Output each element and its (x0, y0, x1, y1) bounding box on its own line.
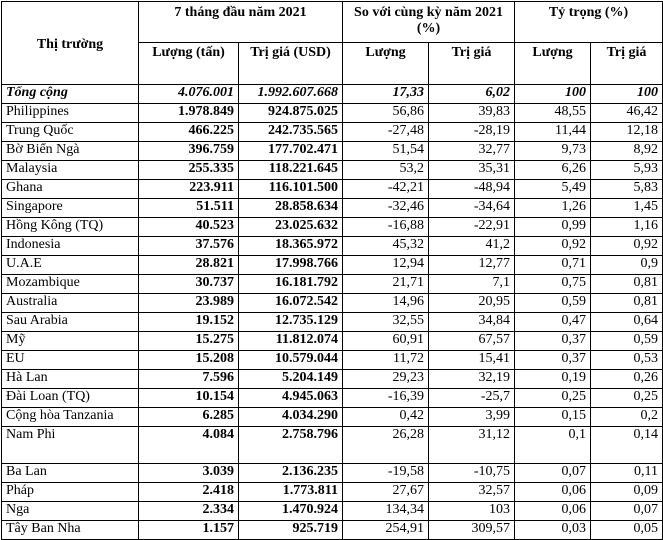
table-row (2, 427, 663, 464)
table-row (2, 351, 663, 370)
volume-change-cell: 0,42 (343, 408, 429, 427)
table-body (2, 85, 663, 540)
value-cell: 925.719 (239, 521, 343, 540)
value-usd-header: Trị giá (USD) (239, 43, 343, 85)
volume-cell: 396.759 (139, 142, 239, 161)
volume-cell: 2.334 (139, 502, 239, 521)
total-row (2, 85, 663, 104)
volume-change-cell: -16,88 (343, 218, 429, 237)
volume-share-cell: 0,15 (515, 408, 591, 427)
market-cell: EU (2, 351, 139, 370)
market-cell: Tây Ban Nha (2, 521, 139, 540)
volume-change-cell: 134,34 (343, 502, 429, 521)
volume-change-cell: 60,91 (343, 332, 429, 351)
volume-cell: 23.989 (139, 294, 239, 313)
volume-share-cell: 0,06 (515, 502, 591, 521)
value-change-cell: -22,91 (429, 218, 515, 237)
value-share-cell: 5,93 (591, 161, 663, 180)
table-row (2, 408, 663, 427)
market-cell: Indonesia (2, 237, 139, 256)
table-row (2, 502, 663, 521)
value-share-cell: 46,42 (591, 104, 663, 123)
volume-change-cell: 21,71 (343, 275, 429, 294)
value-change-cell: 3,99 (429, 408, 515, 427)
volume-cell: 1.157 (139, 521, 239, 540)
volume-share-cell: 0,59 (515, 294, 591, 313)
volume-share-cell: 0,06 (515, 483, 591, 502)
market-cell: Sau Arabia (2, 313, 139, 332)
value-cell: 1.773.811 (239, 483, 343, 502)
market-cell: Cộng hòa Tanzania (2, 408, 139, 427)
volume-share-cell: 0,47 (515, 313, 591, 332)
market-cell: Pháp (2, 483, 139, 502)
volume-change-cell: 45,32 (343, 237, 429, 256)
value-share-cell: 0,2 (591, 408, 663, 427)
table-row (2, 521, 663, 540)
value-change-cell: -10,75 (429, 464, 515, 483)
value-change-cell: 20,95 (429, 294, 515, 313)
value-cell: 1.470.924 (239, 502, 343, 521)
table-row (2, 199, 663, 218)
volume-change-cell: 56,86 (343, 104, 429, 123)
value-cell: 118.221.645 (239, 161, 343, 180)
market-cell: U.A.E (2, 256, 139, 275)
value-cell: 242.735.565 (239, 123, 343, 142)
period-header: 7 tháng đầu năm 2021 (139, 2, 343, 43)
table-row (2, 370, 663, 389)
volume-change-cell: -16,39 (343, 389, 429, 408)
market-cell: Ba Lan (2, 464, 139, 483)
value-cell: 12.735.129 (239, 313, 343, 332)
value-change-cell: 67,57 (429, 332, 515, 351)
value-cell: 1.992.607.668 (239, 85, 343, 104)
volume-cell: 7.596 (139, 370, 239, 389)
value-change-header: Trị giá (429, 43, 515, 85)
value-cell: 23.025.632 (239, 218, 343, 237)
table-row (2, 332, 663, 351)
header-row-top (2, 2, 663, 43)
value-cell: 4.945.063 (239, 389, 343, 408)
table-row (2, 161, 663, 180)
volume-cell: 51.511 (139, 199, 239, 218)
market-cell: Philippines (2, 104, 139, 123)
volume-share-cell: 1,26 (515, 199, 591, 218)
volume-share-cell: 100 (515, 85, 591, 104)
volume-change-cell: 26,28 (343, 427, 429, 464)
volume-cell: 3.039 (139, 464, 239, 483)
market-cell: Hồng Kông (TQ) (2, 218, 139, 237)
volume-cell: 255.335 (139, 161, 239, 180)
value-change-cell: 103 (429, 502, 515, 521)
value-change-cell: -25,7 (429, 389, 515, 408)
volume-change-cell: 12,94 (343, 256, 429, 275)
table-row (2, 389, 663, 408)
volume-change-cell: 29,23 (343, 370, 429, 389)
volume-change-cell: 32,55 (343, 313, 429, 332)
volume-change-cell: 11,72 (343, 351, 429, 370)
value-cell: 116.101.500 (239, 180, 343, 199)
volume-change-cell: 14,96 (343, 294, 429, 313)
value-cell: 4.034.290 (239, 408, 343, 427)
value-share-cell: 0,92 (591, 237, 663, 256)
value-cell: 5.204.149 (239, 370, 343, 389)
table-row (2, 180, 663, 199)
value-change-cell: 39,83 (429, 104, 515, 123)
value-share-cell: 0,09 (591, 483, 663, 502)
volume-cell: 28.821 (139, 256, 239, 275)
value-change-cell: 35,31 (429, 161, 515, 180)
table-row (2, 104, 663, 123)
volume-cell: 40.523 (139, 218, 239, 237)
value-share-cell: 5,83 (591, 180, 663, 199)
value-change-cell: 309,57 (429, 521, 515, 540)
value-share-cell: 0,59 (591, 332, 663, 351)
table-row (2, 464, 663, 483)
table-row (2, 483, 663, 502)
volume-cell: 4.084 (139, 427, 239, 464)
market-cell: Bờ Biển Ngà (2, 142, 139, 161)
volume-cell: 37.576 (139, 237, 239, 256)
table-row (2, 123, 663, 142)
value-change-cell: -34,64 (429, 199, 515, 218)
value-change-cell: 12,77 (429, 256, 515, 275)
volume-share-cell: 0,92 (515, 237, 591, 256)
value-cell: 16.072.542 (239, 294, 343, 313)
export-market-table (1, 1, 663, 540)
value-share-cell: 1,45 (591, 199, 663, 218)
value-share-cell: 0,25 (591, 389, 663, 408)
value-share-header: Trị giá (591, 43, 663, 85)
volume-share-cell: 9,73 (515, 142, 591, 161)
volume-share-cell: 0,71 (515, 256, 591, 275)
volume-share-cell: 0,37 (515, 351, 591, 370)
value-share-cell: 0,9 (591, 256, 663, 275)
value-share-cell: 0,05 (591, 521, 663, 540)
table-row (2, 294, 663, 313)
value-share-cell: 0,81 (591, 275, 663, 294)
value-change-cell: 6,02 (429, 85, 515, 104)
value-share-cell: 0,07 (591, 502, 663, 521)
table-row (2, 218, 663, 237)
value-cell: 28.858.634 (239, 199, 343, 218)
volume-cell: 466.225 (139, 123, 239, 142)
value-cell: 10.579.044 (239, 351, 343, 370)
share-header: Tỷ trọng (%) (515, 2, 663, 43)
value-cell: 18.365.972 (239, 237, 343, 256)
value-cell: 2.758.796 (239, 427, 343, 464)
value-share-cell: 12,18 (591, 123, 663, 142)
market-header: Thị trường (2, 2, 139, 85)
value-share-cell: 0,11 (591, 464, 663, 483)
volume-cell: 6.285 (139, 408, 239, 427)
volume-cell: 223.911 (139, 180, 239, 199)
volume-cell: 2.418 (139, 483, 239, 502)
volume-cell: 1.978.849 (139, 104, 239, 123)
value-share-cell: 100 (591, 85, 663, 104)
value-cell: 924.875.025 (239, 104, 343, 123)
volume-share-cell: 0,75 (515, 275, 591, 294)
value-change-cell: -28,19 (429, 123, 515, 142)
volume-change-cell: 53,2 (343, 161, 429, 180)
value-share-cell: 8,92 (591, 142, 663, 161)
value-change-cell: 32,77 (429, 142, 515, 161)
market-cell: Singapore (2, 199, 139, 218)
table-row (2, 142, 663, 161)
volume-share-cell: 11,44 (515, 123, 591, 142)
volume-cell: 15.275 (139, 332, 239, 351)
volume-share-header: Lượng (515, 43, 591, 85)
value-change-cell: 34,84 (429, 313, 515, 332)
volume-share-cell: 6,26 (515, 161, 591, 180)
volume-change-cell: -19,58 (343, 464, 429, 483)
volume-cell: 10.154 (139, 389, 239, 408)
value-change-cell: -48,94 (429, 180, 515, 199)
volume-cell: 4.076.001 (139, 85, 239, 104)
market-cell: Malaysia (2, 161, 139, 180)
volume-cell: 19.152 (139, 313, 239, 332)
table-row (2, 275, 663, 294)
volume-share-cell: 48,55 (515, 104, 591, 123)
table-row (2, 313, 663, 332)
value-cell: 11.812.074 (239, 332, 343, 351)
value-share-cell: 1,16 (591, 218, 663, 237)
value-change-cell: 32,57 (429, 483, 515, 502)
value-share-cell: 0,14 (591, 427, 663, 464)
volume-change-header: Lượng (343, 43, 429, 85)
volume-change-cell: 27,67 (343, 483, 429, 502)
table-row (2, 237, 663, 256)
market-cell: Hà Lan (2, 370, 139, 389)
value-cell: 177.702.471 (239, 142, 343, 161)
volume-cell: 15.208 (139, 351, 239, 370)
volume-change-cell: -32,46 (343, 199, 429, 218)
market-cell: Trung Quốc (2, 123, 139, 142)
volume-change-cell: 17,33 (343, 85, 429, 104)
value-cell: 2.136.235 (239, 464, 343, 483)
volume-share-cell: 0,03 (515, 521, 591, 540)
comparison-header: So với cùng kỳ năm 2021 (%) (343, 2, 515, 43)
value-change-cell: 31,12 (429, 427, 515, 464)
volume-share-cell: 0,19 (515, 370, 591, 389)
volume-share-cell: 5,49 (515, 180, 591, 199)
market-cell: Đài Loan (TQ) (2, 389, 139, 408)
value-cell: 17.998.766 (239, 256, 343, 275)
volume-share-cell: 0,37 (515, 332, 591, 351)
value-cell: 16.181.792 (239, 275, 343, 294)
volume-change-cell: -42,21 (343, 180, 429, 199)
value-change-cell: 7,1 (429, 275, 515, 294)
volume-share-cell: 0,25 (515, 389, 591, 408)
value-change-cell: 41,2 (429, 237, 515, 256)
volume-share-cell: 0,99 (515, 218, 591, 237)
market-cell: Australia (2, 294, 139, 313)
value-share-cell: 0,26 (591, 370, 663, 389)
volume-share-cell: 0,07 (515, 464, 591, 483)
value-change-cell: 32,19 (429, 370, 515, 389)
market-cell: Tổng cộng (2, 85, 139, 104)
value-share-cell: 0,64 (591, 313, 663, 332)
value-share-cell: 0,81 (591, 294, 663, 313)
volume-cell: 30.737 (139, 275, 239, 294)
volume-tons-header: Lượng (tấn) (139, 43, 239, 85)
market-cell: Nga (2, 502, 139, 521)
volume-change-cell: 51,54 (343, 142, 429, 161)
volume-share-cell: 0,1 (515, 427, 591, 464)
market-cell: Ghana (2, 180, 139, 199)
value-change-cell: 15,41 (429, 351, 515, 370)
volume-change-cell: -27,48 (343, 123, 429, 142)
market-cell: Mozambique (2, 275, 139, 294)
volume-change-cell: 254,91 (343, 521, 429, 540)
table-row (2, 256, 663, 275)
value-share-cell: 0,53 (591, 351, 663, 370)
market-cell: Nam Phi (2, 427, 139, 464)
market-cell: Mỹ (2, 332, 139, 351)
